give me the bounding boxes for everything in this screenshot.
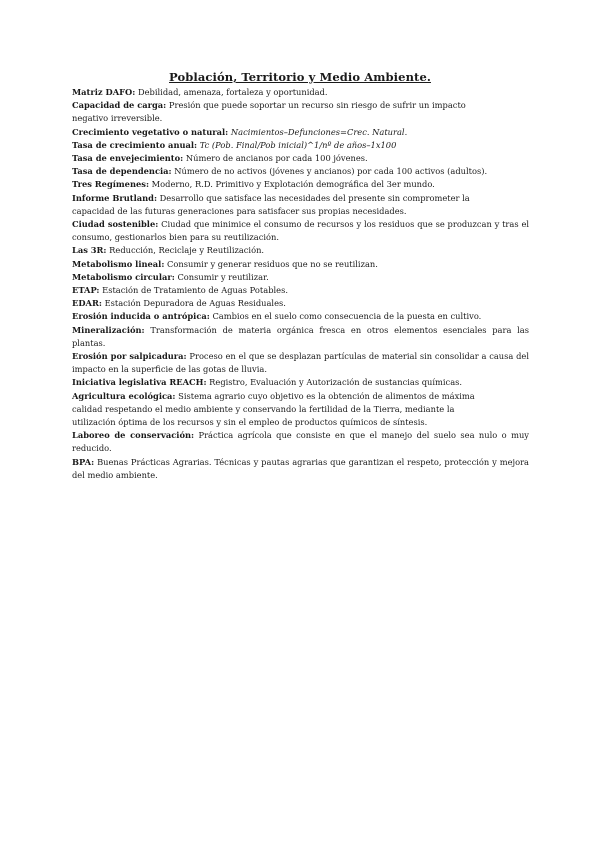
- glossary-entry: [72, 350, 529, 376]
- entry-definition-line: Desarrollo que satisface las necesidades del presente sin comprometer la: [159, 192, 470, 203]
- entry-definition-line: Sistema agrario cuyo objetivo es la obtención de alimentos de máxima: [178, 390, 475, 401]
- glossary-entry: [72, 258, 529, 271]
- entry-term: Ciudad sostenible:: [72, 219, 159, 230]
- entry-term: BPA:: [72, 456, 95, 467]
- entry-definition-line: Consumir y reutilizar.: [177, 271, 269, 282]
- entry-term: EDAR:: [72, 298, 102, 309]
- glossary-entry: [72, 218, 529, 244]
- entry-term: Tasa de crecimiento anual:: [72, 139, 198, 150]
- entry-term: Crecimiento vegetativo o natural:: [72, 126, 229, 137]
- entry-term: Las 3R:: [72, 245, 107, 256]
- glossary-entry: [72, 244, 529, 257]
- entry-term: Informe Brutland:: [72, 192, 158, 203]
- entry-definition-line: Nacimientos–Defunciones=Crec. Natural.: [230, 126, 408, 137]
- entry-term: Tasa de envejecimiento:: [72, 153, 184, 164]
- entry-term: Matriz DAFO:: [72, 87, 136, 97]
- glossary-entry: [72, 99, 529, 125]
- entry-term: Capacidad de carga:: [72, 100, 167, 111]
- entry-definition-line: Número de no activos (jóvenes y ancianos) por cada 100 activos (adultos).: [174, 166, 488, 177]
- entry-definition-line: Proceso en el que se desplazan partículas de material sin consolidar a causa: [189, 351, 514, 362]
- entry-definition-line: el consumo, gestionarlos bien para su reutilización.: [72, 219, 530, 243]
- glossary-entry: [72, 297, 529, 310]
- entry-definition-line: Reducción, Reciclaje y Reutilización.: [109, 245, 265, 256]
- glossary-entry: [72, 139, 529, 152]
- glossary-entry: [72, 126, 529, 139]
- entry-definition-line: Transformación de materia orgánica fresca en otros elementos esenciales para las: [150, 324, 529, 335]
- glossary-entry: [72, 86, 529, 99]
- entry-definition-line: reducido.: [72, 443, 112, 454]
- glossary-entry: [72, 165, 529, 178]
- entry-term: Tres Regímenes:: [72, 179, 150, 190]
- document-title: Población, Territorio y Medio Ambiente.: [169, 70, 431, 84]
- entry-definition-line: capacidad de las futuras generaciones para satisfacer sus propias necesidades.: [72, 205, 407, 216]
- entry-term: Metabolismo lineal:: [72, 258, 165, 269]
- entry-definition-line: calidad respetando el medio ambiente y conservando la fertilidad de la Tierra, mediante la: [72, 403, 455, 414]
- entry-definition-line: Ciudad que minimice el consumo de recursos y los residuos que se produzcan y tras: [161, 219, 519, 230]
- entry-definition-line: utilización óptima de los recursos y sin el empleo de productos químicos de síntesis.: [72, 417, 428, 428]
- glossary-entry: [72, 324, 529, 350]
- glossary-entry: [72, 271, 529, 284]
- entry-definition-line: Registro, Evaluación y Autorización de sustancias químicas.: [209, 377, 463, 388]
- entry-definition-line: Estación de Tratamiento de Aguas Potables.: [102, 285, 288, 296]
- glossary-entry: [72, 310, 529, 323]
- entry-term: Metabolismo circular:: [72, 271, 175, 282]
- glossary-entry: [72, 152, 529, 165]
- entry-definition-line: Buenas Prácticas Agrarias. Técnicas y pautas agrarias que garantizan el respeto, protección y: [97, 456, 497, 467]
- glossary-entry: [72, 429, 529, 455]
- glossary-entry: [72, 192, 529, 218]
- entry-term: Agricultura ecológica:: [72, 390, 176, 401]
- entry-term: Erosión por salpicadura:: [72, 351, 187, 362]
- entry-definition-line: Moderno, R.D. Primitivo y Explotación demográfica del 3er mundo.: [151, 179, 435, 190]
- entry-definition-line: plantas.: [72, 337, 106, 348]
- glossary-entry: [72, 456, 529, 482]
- entry-definition-line: Debilidad, amenaza, fortaleza y oportunidad.: [137, 87, 328, 97]
- entry-definition-line: Consumir y generar residuos que no se reutilizan.: [167, 258, 378, 269]
- entry-term: Mineralización:: [72, 324, 145, 335]
- entry-definition-line: Práctica agrícola que consiste en que el manejo del suelo sea nulo o muy: [198, 430, 529, 441]
- glossary-entry: [72, 390, 529, 430]
- entry-term: Erosión inducida o antrópica:: [72, 311, 210, 322]
- entry-definition-line: negativo irreversible.: [72, 113, 163, 124]
- entry-definition-line: Cambios en el suelo como consecuencia de la puesta en cultivo.: [212, 311, 482, 322]
- glossary-entry: [72, 376, 529, 389]
- entry-term: Laboreo de conservación:: [72, 430, 195, 441]
- entry-term: Iniciativa legislativa REACH:: [72, 377, 207, 388]
- entry-definition-line: Estación Depuradora de Aguas Residuales.: [104, 298, 286, 309]
- entry-definition-line: Número de ancianos por cada 100 jóvenes.: [185, 153, 368, 164]
- entry-definition-line: Presión que puede soportar un recurso sin riesgo de sufrir un impacto: [168, 100, 466, 111]
- entry-term: Tasa de dependencia:: [72, 166, 172, 177]
- glossary-list: [72, 86, 529, 482]
- entry-term: ETAP:: [72, 285, 100, 296]
- entry-definition-line: Tc (Pob. Final/Pob inicial)^1/nº de años–1x100: [199, 139, 397, 150]
- entry-definition-line: del impacto en la superficie de las gotas de lluvia.: [72, 351, 529, 375]
- glossary-entry: [72, 178, 529, 191]
- entry-definition-line: mejora del medio ambiente.: [72, 456, 529, 480]
- glossary-entry: [72, 284, 529, 297]
